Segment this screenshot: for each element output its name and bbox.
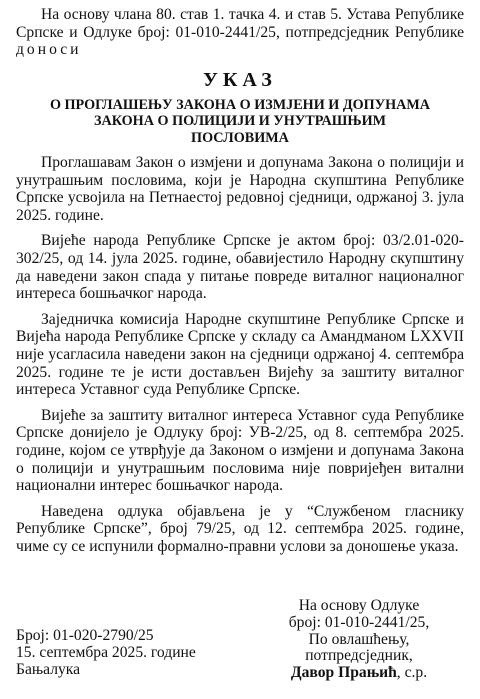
subtitle-line-2: ЗАКОНА О ПОЛИЦИЈИ И УНУТРАШЊИМ	[93, 113, 387, 130]
subtitle-line-1: О ПРОГЛАШЕЊУ ЗАКОНА О ИЗМЈЕНИ И ДОПУНАМА	[49, 96, 431, 113]
footer-reference-block	[16, 628, 196, 678]
preamble-verb: доноси	[16, 41, 82, 59]
footer-signature-block	[264, 598, 454, 682]
body-paragraph-2: Вијеће народа Републике Српске је актом број: 03/2.01-020-302/25, од 14. јула 2025. године, обавијестило Народну скупштину да наведени закон спада у питање повреде виталног националног интереса бошњачког народа.	[16, 232, 464, 303]
preamble-text: На основу члана 80. став 1. тачка 4. и став 5. Устава Републике Српске и Одлуке број: 01-010-2441/25, потпредсједник Републике	[16, 6, 464, 41]
subtitle-line-3: ПОСЛОВИМА	[191, 129, 289, 146]
decree-title: УКАЗ	[203, 68, 277, 91]
body-paragraph-5: Наведена одлука објављена је у “Службеном гласнику Републике Српске”, број 79/25, од 12. септембра 2025. године, чиме су се испунили формално-правни услови за доношење указа.	[16, 502, 464, 555]
signature-line-3: По овлашћењу,	[308, 630, 410, 648]
decree-subtitle	[16, 97, 464, 146]
body-paragraph-4: Вијеће за заштиту виталног интереса Уставног суда Републике Српске донијело је Одлуку број: УВ-2/25, од 8. септембра 2025. године, којом се утврђује да Законом о измјени и допунама Закона о полицији и унутрашњим пословима није повријеђен витални национални интерес бошњачког народа.	[16, 406, 464, 495]
signature-line-4: потпредсједник,	[305, 647, 413, 665]
reference-place: Бањалука	[16, 660, 81, 678]
signer-name: Давор Прањић	[290, 664, 397, 682]
signer-line	[264, 665, 454, 682]
preamble-paragraph	[16, 6, 464, 59]
signature-line-2: број: 01-010-2441/25,	[288, 613, 430, 631]
reference-number: Број: 01-020-2790/25	[16, 627, 154, 644]
signer-suffix: , с.р.	[396, 664, 428, 682]
decree-document	[16, 6, 464, 563]
signature-line-1: На основу Одлуке	[298, 597, 420, 614]
body-paragraph-3: Заједничка комисија Народне скупштине Републике Српске и Вијећа народа Републике Српске у складу са Амандманом LXXVII није усагласила наведени закон на сједници одржаној 4. септембра 2025. године те је исти достављен Вијећу за заштиту виталног интереса Уставног суда Републике Српске.	[16, 310, 464, 399]
body-paragraph-1: Проглашавам Закон о измјени и допунама Закона о полицији и унутрашњим пословима, који је Народна скупштина Републике Српске усвојила на Петнаестој редовној сједници, одржаној 3. јула 2025. године.	[16, 154, 464, 224]
reference-date: 15. септембра 2025. године	[16, 643, 196, 661]
decree-footer	[16, 598, 464, 698]
